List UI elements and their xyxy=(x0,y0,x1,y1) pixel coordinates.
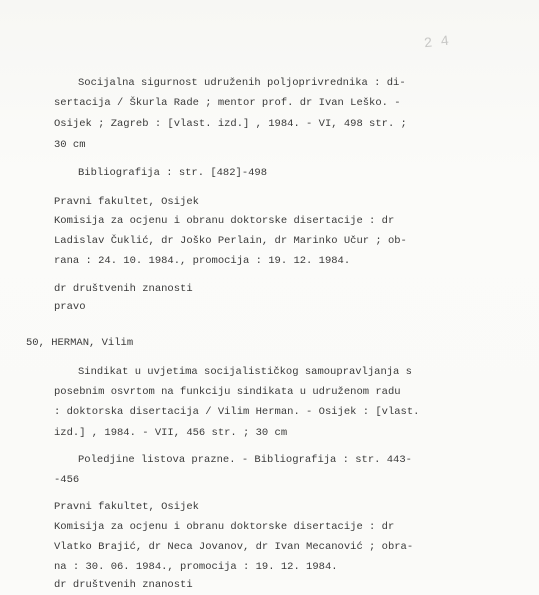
entry-50-title-line-1: Sindikat u uvjetima socijalističkog samoupravljanja s xyxy=(78,366,412,378)
entry-49-title-line-2: sertacija / Škurla Rade ; mentor prof. dr Ivan Leško. - xyxy=(54,97,401,109)
entry-49-committee-line-1: Komisija za ocjenu i obranu doktorske disertacije : dr xyxy=(54,215,395,227)
entry-50-note-line-2: -456 xyxy=(54,474,80,486)
entry-49-subject: pravo xyxy=(54,301,86,313)
entry-49-committee-line-2: Ladislav Čuklić, dr Joško Perlain, dr Marinko Učur ; ob- xyxy=(54,235,407,247)
entry-49-title-line-4: 30 cm xyxy=(54,139,86,151)
entry-50-note-line-1: Poledjine listova prazne. - Bibliografija : str. 443- xyxy=(78,454,412,466)
entry-50-committee-line-2: Vlatko Brajić, dr Neca Jovanov, dr Ivan Mecanović ; obra- xyxy=(54,541,414,553)
entry-50-committee-line-1: Komisija za ocjenu i obranu doktorske disertacije : dr xyxy=(54,521,395,533)
entry-50-title-line-2: posebnim osvrtom na funkciju sindikata u udruženom radu xyxy=(54,386,401,398)
entry-50-committee-line-3: na : 30. 06. 1984., promocija : 19. 12. 1984. xyxy=(54,561,338,573)
entry-50-title-line-3: : doktorska disertacija / Vilim Herman. - Osijek : [vlast. xyxy=(54,406,420,418)
entry-50-number-author: 50, HERMAN, Vilim xyxy=(26,337,134,349)
entry-49-committee-line-3: rana : 24. 10. 1984., promocija : 19. 12. 1984. xyxy=(54,255,351,267)
entry-49-note: Bibliografija : str. [482]-498 xyxy=(78,167,268,179)
page-mark: 2 4 xyxy=(423,33,450,53)
entry-49-title-line-3: Osijek ; Zagreb : [vlast. izd.] , 1984. - VI, 498 str. ; xyxy=(54,118,407,130)
entry-50-faculty: Pravni fakultet, Osijek xyxy=(54,501,199,513)
entry-49-field: dr društvenih znanosti xyxy=(54,283,193,295)
entry-49-title-line-1: Socijalna sigurnost udruženih poljoprivrednika : di- xyxy=(78,77,406,89)
entry-50-title-line-4: izd.] , 1984. - VII, 456 str. ; 30 cm xyxy=(54,427,288,439)
entry-49-faculty: Pravni fakultet, Osijek xyxy=(54,196,199,208)
entry-50-field: dr društvenih znanosti xyxy=(54,579,193,591)
